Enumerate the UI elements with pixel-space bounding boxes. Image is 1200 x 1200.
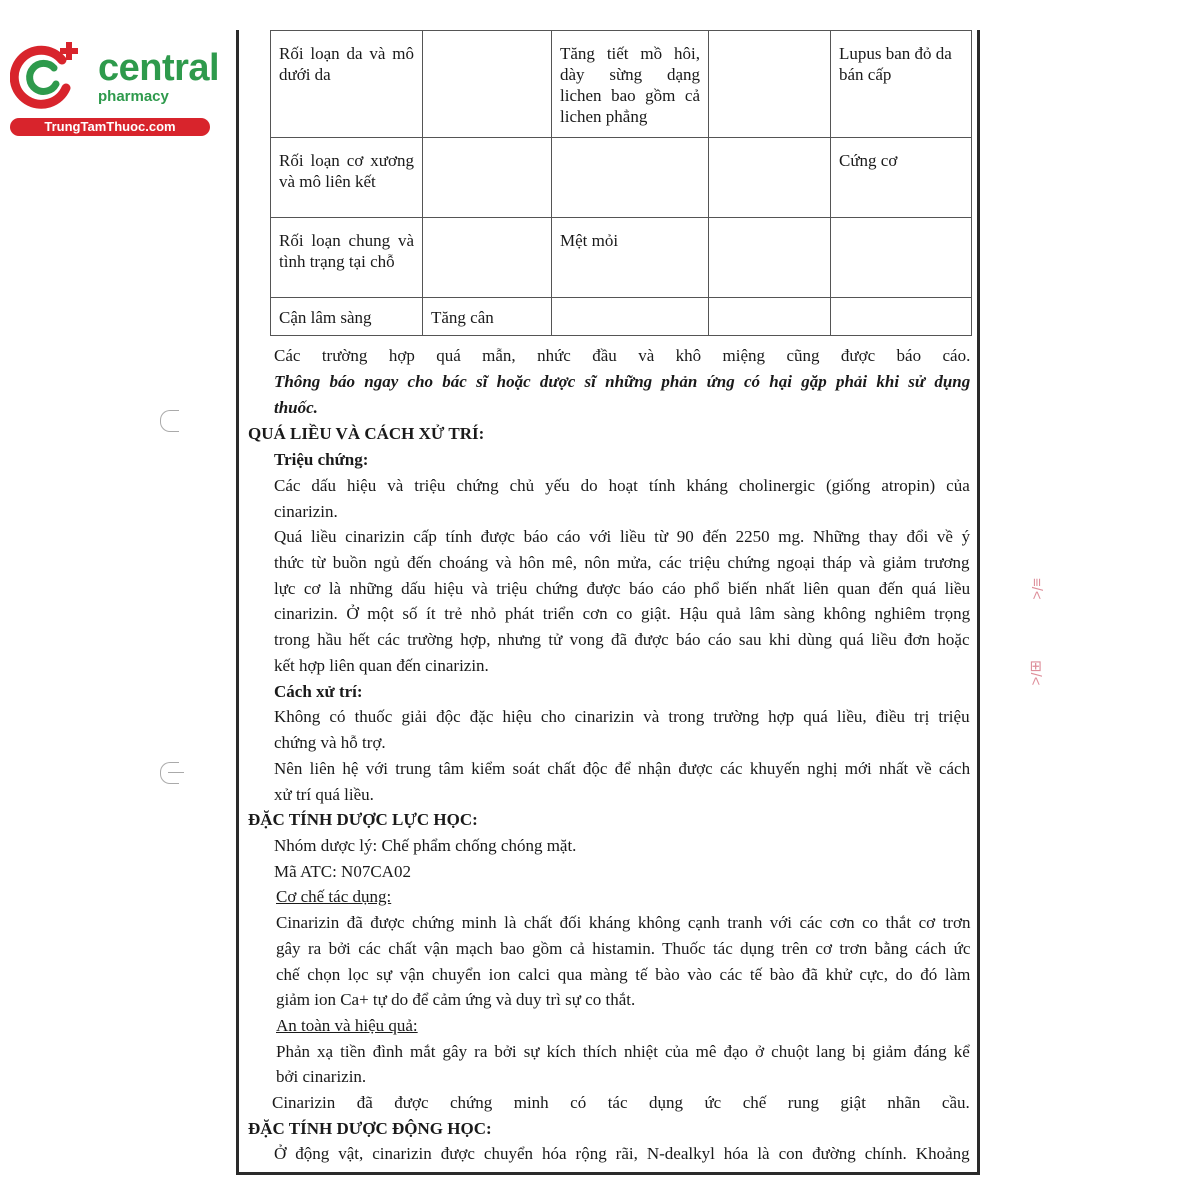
table-cell: Rối loạn da và mô dưới da <box>271 31 423 138</box>
warning-line: Thông báo ngay cho bác sĩ hoặc dược sĩ những phản ứng có hại gặp phải khi sử dụng <box>274 372 971 391</box>
table-row <box>271 31 972 138</box>
paragraph-line: cinarizin. <box>274 502 338 521</box>
logo-site-badge: TrungTamThuoc.com <box>10 118 210 136</box>
table-cell <box>709 218 831 298</box>
table-cell <box>423 138 552 218</box>
central-pharmacy-logo <box>10 38 220 138</box>
paragraph-line: gây ra bởi các chất vận mạch bao gồm cả histamin. Thuốc tác dụng trên cơ trơn bằng cách ức <box>276 939 971 958</box>
stamp-mark: ≡/< <box>1028 578 1045 600</box>
paragraph-line: Nhóm dược lý: Chế phẩm chống chóng mặt. <box>274 836 577 855</box>
table-row <box>271 218 972 298</box>
table-row <box>271 298 972 336</box>
paragraph-line: Các trường hợp quá mẫn, nhức đầu và khô miệng cũng được báo cáo. <box>274 346 971 365</box>
paragraph-line: Mã ATC: N07CA02 <box>274 862 411 881</box>
binder-hole-mark <box>160 410 179 432</box>
table-cell: Tăng cân <box>423 298 552 336</box>
paragraph-line: kết hợp liên quan đến cinarizin. <box>274 656 489 675</box>
table-cell: Cận lâm sàng <box>271 298 423 336</box>
paragraph-line: Cinarizin đã được chứng minh là chất đối kháng không cạnh tranh với các cơn co thắt cơ trơn <box>276 913 971 932</box>
logo-sub-text: pharmacy <box>98 88 169 105</box>
table-cell: Lupus ban đỏ da bán cấp <box>831 31 972 138</box>
section-heading-overdose: QUÁ LIỀU VÀ CÁCH XỬ TRÍ: <box>248 424 485 443</box>
subheading-symptoms: Triệu chứng: <box>274 450 369 469</box>
paragraph-line: trong hầu hết các trường hợp, nhưng tử vong đã được báo cáo sau khi dùng quá liều đơn hoặc <box>274 630 970 649</box>
binder-hole-mark <box>160 762 179 784</box>
table-cell: Mệt mỏi <box>552 218 709 298</box>
table-cell <box>831 298 972 336</box>
paragraph-line: Quá liều cinarizin cấp tính được báo cáo với liều từ 90 đến 2250 mg. Những thay đổi về ý <box>274 527 971 546</box>
paragraph-line: bởi cinarizin. <box>276 1067 367 1086</box>
hole-line-mark <box>168 772 184 773</box>
paragraph-line: Các dấu hiệu và triệu chứng chủ yếu do hoạt tính kháng cholinergic (giống atropin) của <box>274 476 970 495</box>
table-cell <box>423 31 552 138</box>
paragraph-line: chứng và hỗ trợ. <box>274 733 386 752</box>
table-cell <box>552 298 709 336</box>
pharmacy-logo-icon <box>10 38 82 110</box>
paragraph-line: chế chọn lọc sự vận chuyển ion calci qua màng tế bào vào các tế bào đã khử cực, do đó làm <box>276 965 971 984</box>
stamp-mark: ⊞/< <box>1027 660 1044 686</box>
subheading-mechanism: Cơ chế tác dụng: <box>276 887 392 906</box>
section-heading-pharmacokinetics: ĐẶC TÍNH DƯỢC ĐỘNG HỌC: <box>248 1119 492 1138</box>
paragraph-line: xử trí quá liều. <box>274 785 374 804</box>
table-cell <box>709 138 831 218</box>
paragraph-line: Nên liên hệ với trung tâm kiểm soát chất độc để nhận được các khuyến nghị mới nhất về cách <box>274 759 971 778</box>
paragraph-line: Cinarizin đã được chứng minh có tác dụng ức chế rung giật nhãn cầu. <box>272 1093 970 1112</box>
adverse-effects-table <box>270 30 972 336</box>
subheading-treatment: Cách xử trí: <box>274 682 363 701</box>
paragraph-line: thức từ buồn ngủ đến choáng và hôn mê, nôn mửa, các triệu chứng ngoại tháp và giảm trương <box>274 553 970 572</box>
table-row <box>271 138 972 218</box>
subheading-safety: An toàn và hiệu quả: <box>276 1016 418 1035</box>
paragraph-line: Ở động vật, cinarizin được chuyển hóa rộng rãi, N-dealkyl hóa là con đường chính. Khoảng <box>274 1144 970 1163</box>
table-cell: Rối loạn cơ xương và mô liên kết <box>271 138 423 218</box>
table-cell: Rối loạn chung và tình trạng tại chỗ <box>271 218 423 298</box>
paragraph-line: Phản xạ tiền đình mắt gây ra bởi sự kích thích nhiệt của mê đạo ở chuột lang bị giảm đáng kể <box>276 1042 970 1061</box>
table-cell <box>709 298 831 336</box>
paragraph-line: cinarizin. Ở một số ít trẻ nhỏ phát triển cơn co giật. Hậu quả lâm sàng không nghiêm trọng <box>274 604 971 623</box>
table-cell: Cứng cơ <box>831 138 972 218</box>
paragraph-line: lực cơ là những dấu hiệu và triệu chứng được báo cáo phổ biến nhất liên quan đến quá liều <box>274 579 971 598</box>
logo-brand-text: central <box>98 47 220 89</box>
paragraph-line: Không có thuốc giải độc đặc hiệu cho cinarizin và trong trường hợp quá liều, điều trị triệu <box>274 707 970 726</box>
paragraph-line: giảm ion Ca+ tự do để cảm ứng và duy trì sự co thắt. <box>276 990 636 1009</box>
table-cell <box>552 138 709 218</box>
table-cell: Tăng tiết mồ hôi, dày sừng dạng lichen bao gồm cả lichen phẳng <box>552 31 709 138</box>
table-cell <box>709 31 831 138</box>
warning-line: thuốc. <box>274 398 318 417</box>
table-cell <box>831 218 972 298</box>
table-cell <box>423 218 552 298</box>
section-heading-pharmacodynamics: ĐẶC TÍNH DƯỢC LỰC HỌC: <box>248 810 478 829</box>
